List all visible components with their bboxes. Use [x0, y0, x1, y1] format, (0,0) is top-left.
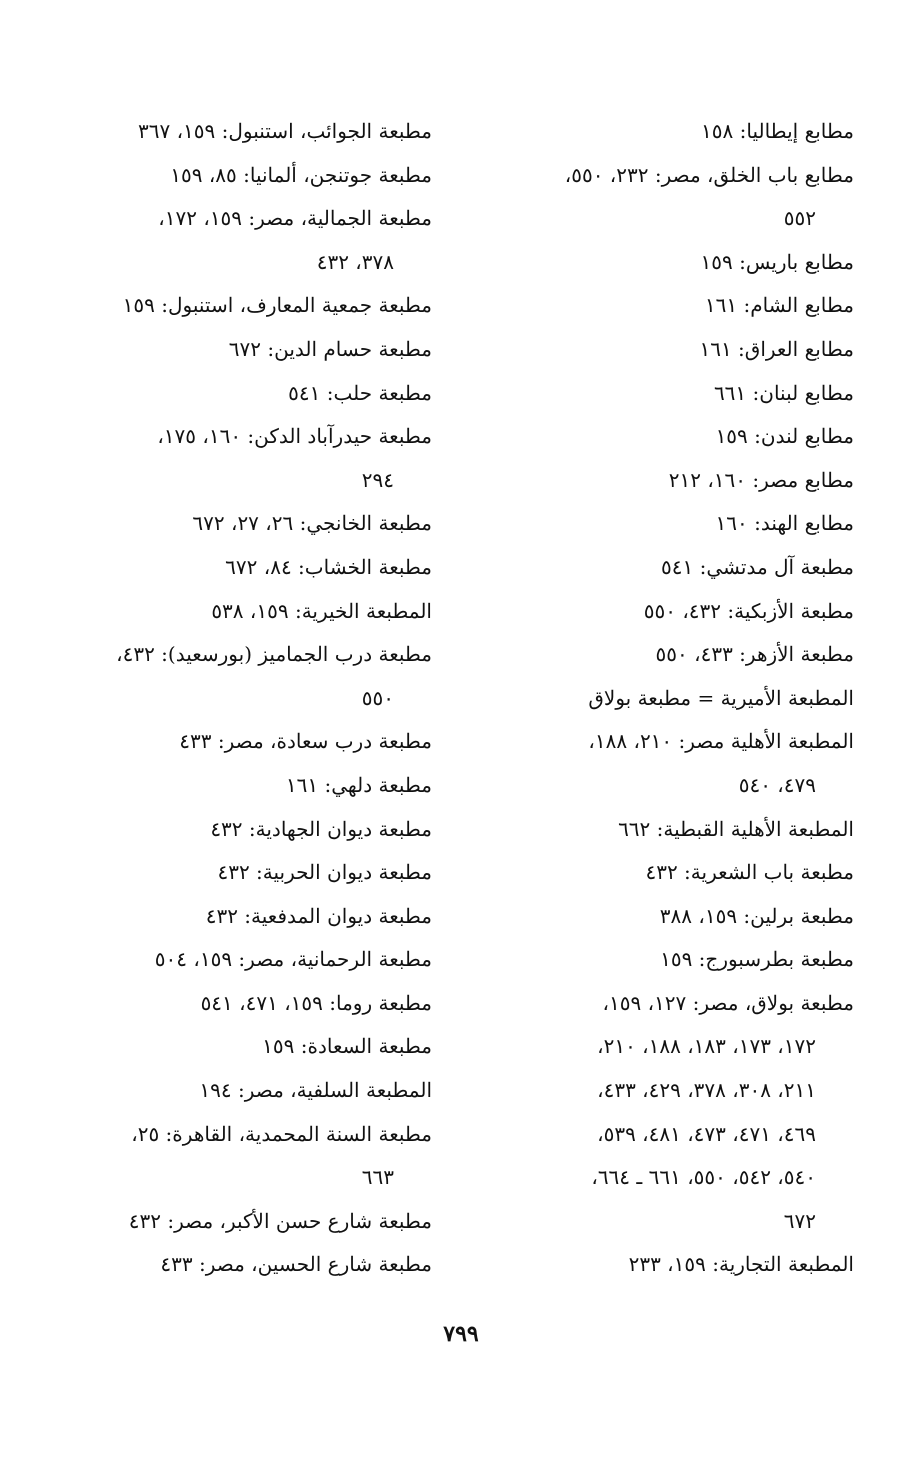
index-entry-line: مطبعة باب الشعرية: ٤٣٢: [645, 860, 854, 885]
index-entry-line: مطبعة برلين: ١٥٩، ٣٨٨: [659, 903, 854, 928]
index-entry-line: مطابع الشام: ١٦١: [704, 293, 854, 318]
index-entry-line: مطابع مصر: ١٦٠، ٢١٢: [668, 467, 854, 492]
index-entry: [52, 328, 432, 372]
index-entry-line: المطبعة التجارية: ١٥٩، ٢٣٣: [628, 1252, 854, 1277]
index-entry-line: مطبعة الرحمانية، مصر: ١٥٩، ٥٠٤: [154, 947, 432, 972]
index-entry: [474, 677, 854, 721]
index-entry-line: المطبعة الأهلية القبطية: ٦٦٢: [618, 816, 854, 841]
index-entry-line: المطبعة الأميرية = مطبعة بولاق: [588, 685, 854, 710]
index-entry-line: مطبعة ديوان الحربية: ٤٣٢: [217, 860, 432, 885]
index-entry-line: مطابع لبنان: ٦٦١: [713, 380, 854, 405]
index-entry: [474, 720, 854, 807]
index-entry-line: مطبعة الأزهر: ٤٣٣، ٥٥٠: [655, 642, 854, 667]
index-entry-line: مطبعة دلهي: ١٦١: [285, 772, 432, 797]
index-entry-line: مطابع إيطاليا: ١٥٨: [701, 119, 854, 143]
index-entry-line: مطبعة درب سعادة، مصر: ٤٣٣: [179, 729, 432, 754]
index-entry: [474, 241, 854, 285]
index-entry: [474, 372, 854, 416]
index-entry: [52, 546, 432, 590]
index-entry: [52, 808, 432, 852]
index-entry: [52, 415, 432, 502]
index-entry-line: مطابع باريس: ١٥٩: [700, 249, 854, 274]
index-entry-line: مطبعة الجوائب، استنبول: ١٥٩، ٣٦٧: [137, 119, 432, 143]
index-entry: [474, 110, 854, 154]
index-entry-line: مطبعة شارع حسن الأكبر، مصر: ٤٣٢: [128, 1208, 432, 1233]
index-entry-line: مطبعة بولاق، مصر: ١٢٧، ١٥٩،: [602, 990, 854, 1015]
index-entry-line: المطبعة السلفية، مصر: ١٩٤: [199, 1078, 432, 1103]
index-entry: [52, 1113, 432, 1200]
index-entry: [474, 895, 854, 939]
index-entry-continuation: ٣٧٨، ٤٣٢: [316, 249, 394, 274]
index-entry-continuation: ٥٥٠: [361, 685, 394, 710]
index-entry: [52, 110, 432, 154]
index-entry-line: مطبعة الجمالية، مصر: ١٥٩، ١٧٢،: [158, 206, 432, 231]
index-entry-continuation: ٤٦٩، ٤٧١، ٤٧٣، ٤٨١، ٥٣٩،: [597, 1121, 816, 1146]
index-entry-line: مطبعة حسام الدين: ٦٧٢: [228, 336, 432, 361]
index-entry-line: مطبعة حلب: ٥٤١: [288, 380, 432, 405]
index-entry-line: مطبعة درب الجماميز (بورسعيد): ٤٣٢،: [116, 642, 432, 667]
index-entry-continuation: ٦٦٣: [361, 1165, 394, 1190]
index-entry-continuation: ٥٥٢: [783, 206, 816, 231]
index-entry: [474, 459, 854, 503]
index-entry-continuation: ١٧٢، ١٧٣، ١٨٣، ١٨٨، ٢١٠،: [597, 1034, 816, 1059]
index-entry-line: مطبعة السنة المحمدية، القاهرة: ٢٥،: [131, 1121, 432, 1146]
index-entry: [52, 633, 432, 720]
index-entry: [474, 284, 854, 328]
index-entry-line: مطابع العراق: ١٦١: [699, 336, 854, 361]
index-entry: [52, 895, 432, 939]
index-entry-line: مطبعة السعادة: ١٥٩: [262, 1034, 432, 1059]
index-entry-continuation: ٦٧٢: [783, 1208, 816, 1233]
index-entry: [474, 808, 854, 852]
index-entry-line: مطبعة شارع الحسين، مصر: ٤٣٣: [160, 1252, 432, 1277]
index-entry-line: مطبعة بطرسبورج: ١٥٩: [660, 947, 854, 972]
index-entry: [474, 633, 854, 677]
index-entry: [474, 1243, 854, 1287]
index-entry: [474, 546, 854, 590]
index-entry: [52, 154, 432, 198]
index-entry-line: مطبعة حيدرآباد الدكن: ١٦٠، ١٧٥،: [157, 424, 432, 449]
index-entry-line: مطبعة الخانجي: ٢٦، ٢٧، ٦٧٢: [192, 511, 432, 536]
index-entry: [52, 284, 432, 328]
index-entry: [52, 197, 432, 284]
index-entry: [474, 415, 854, 459]
index-entry: [52, 982, 432, 1026]
index-column-right: [474, 110, 854, 1287]
index-entry-line: مطبعة الأزبكية: ٤٣٢، ٥٥٠: [643, 598, 854, 623]
index-entry-continuation: ٤٧٩، ٥٤٠: [738, 772, 816, 797]
index-entry: [52, 502, 432, 546]
index-entry-line: مطابع الهند: ١٦٠: [715, 511, 854, 536]
index-entry-line: مطبعة جمعية المعارف، استنبول: ١٥٩: [122, 293, 432, 318]
index-entry: [52, 1243, 432, 1287]
index-entry-line: مطبعة ديوان المدفعية: ٤٣٢: [205, 903, 432, 928]
index-entry: [474, 590, 854, 634]
index-entry-line: المطبعة الخيرية: ١٥٩، ٥٣٨: [211, 598, 432, 623]
index-entry: [474, 328, 854, 372]
page-number: ٧٩٩: [443, 1321, 479, 1347]
index-entry-continuation: ٢٩٤: [361, 467, 394, 492]
index-entry-continuation: ٢١١، ٣٠٨، ٣٧٨، ٤٢٩، ٤٣٣،: [597, 1078, 816, 1103]
index-entry: [474, 938, 854, 982]
index-entry: [52, 938, 432, 982]
index-entry-line: المطبعة الأهلية مصر: ٢١٠، ١٨٨،: [588, 729, 854, 754]
index-entry: [52, 1025, 432, 1069]
index-entry-line: مطابع لندن: ١٥٩: [715, 424, 854, 449]
index-entry-line: مطبعة جوتنجن، ألمانيا: ٨٥، ١٥٩: [170, 162, 432, 187]
index-entry-line: مطابع باب الخلق، مصر: ٢٣٢، ٥٥٠،: [564, 162, 854, 187]
index-entry: [474, 851, 854, 895]
index-entry-line: مطبعة ديوان الجهادية: ٤٣٢: [210, 816, 432, 841]
index-entry: [52, 1069, 432, 1113]
index-entry: [474, 502, 854, 546]
index-entry-line: مطبعة الخشاب: ٨٤، ٦٧٢: [225, 554, 432, 579]
index-entry-continuation: ٥٤٠، ٥٤٢، ٥٥٠، ٦٦١ ـ ٦٦٤،: [591, 1165, 816, 1190]
index-entry: [52, 372, 432, 416]
index-entry-line: مطبعة روما: ١٥٩، ٤٧١، ٥٤١: [200, 990, 432, 1015]
index-column-left: [52, 110, 432, 1287]
index-entry: [474, 982, 854, 1244]
index-entry: [52, 764, 432, 808]
index-entry: [52, 1200, 432, 1244]
index-entry: [52, 851, 432, 895]
index-entry-line: مطبعة آل مدتشي: ٥٤١: [661, 554, 854, 579]
index-entry: [474, 154, 854, 241]
index-entry: [52, 720, 432, 764]
index-entry: [52, 590, 432, 634]
